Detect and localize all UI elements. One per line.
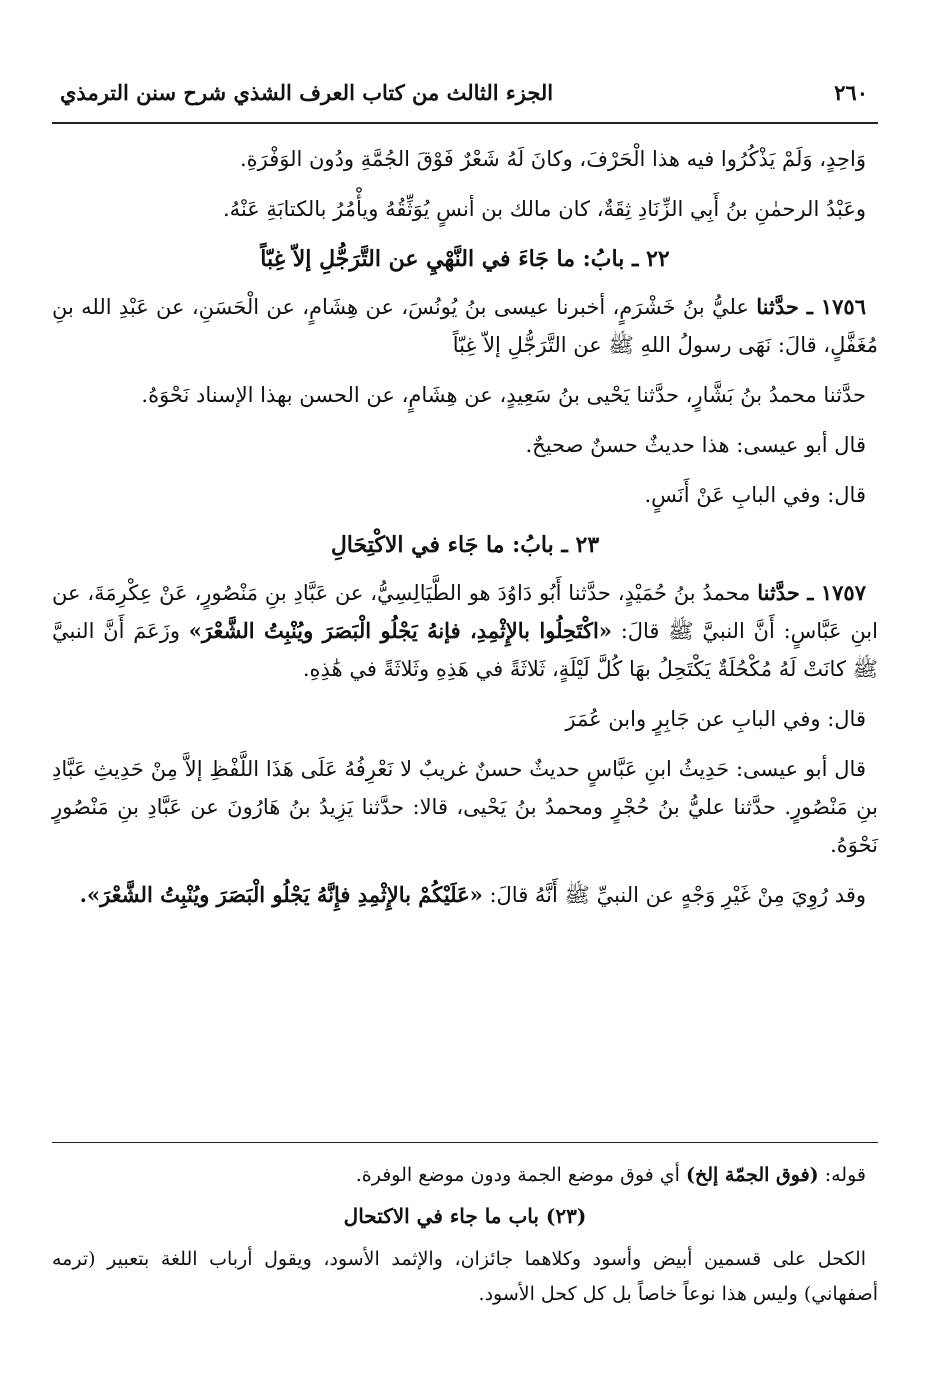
hadith-number-1756: ١٧٥٦ ـ حدَّثنا (756, 294, 866, 319)
hadith-1757 (52, 574, 878, 688)
paragraph-1: وَاحِدٍ، وَلَمْ يَذْكُرُوا فيه هذا الْحَرْفَ، وكانَ لَهُ شَعْرٌ فَوْقَ الجُمَّةِ ودُون الوَفْرَةِ. (239, 147, 866, 171)
paragraph-2: وعَبْدُ الرحمٰنِ بنُ أَبِي الزِّنَادِ ثِقَةٌ، كان مالك بن أنسٍ يُوَثِّقُهُ ويأْمُرُ بالكتابَةِ عَنْهُ. (222, 197, 866, 221)
page-content (52, 80, 878, 926)
running-title: الجزء الثالث من كتاب العرف الشذي شرح سنن الترمذي (60, 80, 554, 105)
hadith-text-1756: عليُّ بنُ خَشْرَمٍ، أخبرنا عيسى بنُ يُونُسَ، عن هِشَامٍ، عن الْحَسَنِ، عن عَبْدِ الله بنِ مُغَفَّلٍ، قالَ: نَهَى رسولُ اللهِ ﷺ عن التَّرَجُّلِ إلاّ غِبّاً (52, 295, 878, 357)
paragraph-8-text: وقد رُوِيَ مِنْ غَيْرِ وَجْهٍ عن النبيِّ ﷺ أَنَّهُ قالَ: (489, 883, 866, 907)
paragraph-4: قال أبو عيسى: هذا حديثٌ حسنٌ صحيحٌ. (525, 433, 866, 457)
paragraph-8-quote: «عَلَيْكُمْ بالإِثْمِدِ فإِنَّهُ يَجْلُو الْبَصَرَ ويُنْبِتُ الشَّعْرَ». (79, 882, 483, 907)
chapter-heading-23: ٢٣ ـ بابُ: ما جَاء في الاكْتِحَالِ (330, 532, 600, 558)
hadith-1756 (52, 288, 878, 364)
footnotes (52, 1158, 878, 1318)
paragraph-6: قال: وفي البابِ عن جَابِرٍ وابن عُمَرَ (565, 707, 866, 731)
footnote-1-text: أي فوق موضع الجمة ودون موضع الوفرة. (355, 1164, 680, 1186)
footnote-1-term: (فوق الجمّة إلخ) (685, 1164, 819, 1186)
chapter-heading-22: ٢٢ ـ بابُ: ما جَاءَ في النَّهْيِ عن التَّرَجُّلِ إلاّ غِبّاً (260, 246, 670, 272)
page-header (52, 80, 878, 124)
footnote-1 (52, 1158, 878, 1193)
paragraph-5: قال: وفي البابِ عَنْ أَنَسٍ. (644, 483, 866, 507)
paragraph-7: قال أبو عيسى: حَدِيثُ ابنِ عَبَّاسٍ حديثٌ حسنٌ غريبٌ لا نَعْرِفُهُ عَلَى هَذَا اللَّفْظِ إلاَّ مِنْ حَدِيثِ عَبَّادِ بنِ مَنْصُورٍ. حدَّثنا عليُّ بنُ حُجْرٍ ومحمدُ بنُ يَحْيى، قالا: حدَّثنا يَزِيدُ بنُ هَارُونَ عن عَبَّادِ بنِ مَنْصُورٍ نَحْوَهُ. (52, 757, 878, 857)
page-number: ٢٦٠ (834, 80, 868, 105)
footnote-2: الكحل على قسمين أبيض وأسود وكلاهما جائزان، والإثمد الأسود، ويقول أرباب اللغة بتعبير (ترمه أصفهاني) وليس هذا نوعاً خاصاً بل كل كحل الأسود. (52, 1248, 878, 1305)
footnote-separator (52, 1142, 878, 1143)
hadith-number-1757: ١٧٥٧ ـ حدَّثنا (757, 580, 866, 605)
hadith-text-1757-a: محمدُ بنُ حُمَيْدٍ، حدَّثنا أَبُو دَاوُدَ هو الطَّيَالِسِيُّ، عن عَبَّادِ بنِ مَنْصُورٍ، عَنْ عِكْرِمَةَ، عن ابنِ عَبَّاسٍ: أَنَّ النبيَّ ﷺ قالَ: (52, 581, 878, 643)
hadith-quote-1757: «اكْتَحِلُوا بالإِثْمِدِ، فإنهُ يَجْلُو الْبَصَرَ ويُنْبِتُ الشَّعْرَ» (188, 618, 612, 643)
footnote-1-prefix: قوله: (824, 1164, 866, 1186)
hadith-text-1757-b: وزَعَمَ أَنَّ النبيَّ ﷺ كانَتْ لَهُ مُكْحُلَةٌ يَكْتَحِلُ بهَا كُلَّ لَيْلَةٍ، ثَلاثَةً في هَذِهِ وثَلاثَةً في هَٰذِهِ. (52, 619, 878, 681)
paragraph-8 (52, 876, 878, 914)
footnote-heading: (٢٣) باب ما جاء في الاكتحال (343, 1204, 587, 1228)
main-text (52, 140, 878, 914)
paragraph-3: حدَّثنا محمدُ بنُ بَشَّارٍ، حدَّثنا يَحْيى بنُ سَعِيدٍ، عن هِشَامٍ، عن الحسن بهذا الإسناد نَحْوَهُ. (141, 383, 866, 407)
